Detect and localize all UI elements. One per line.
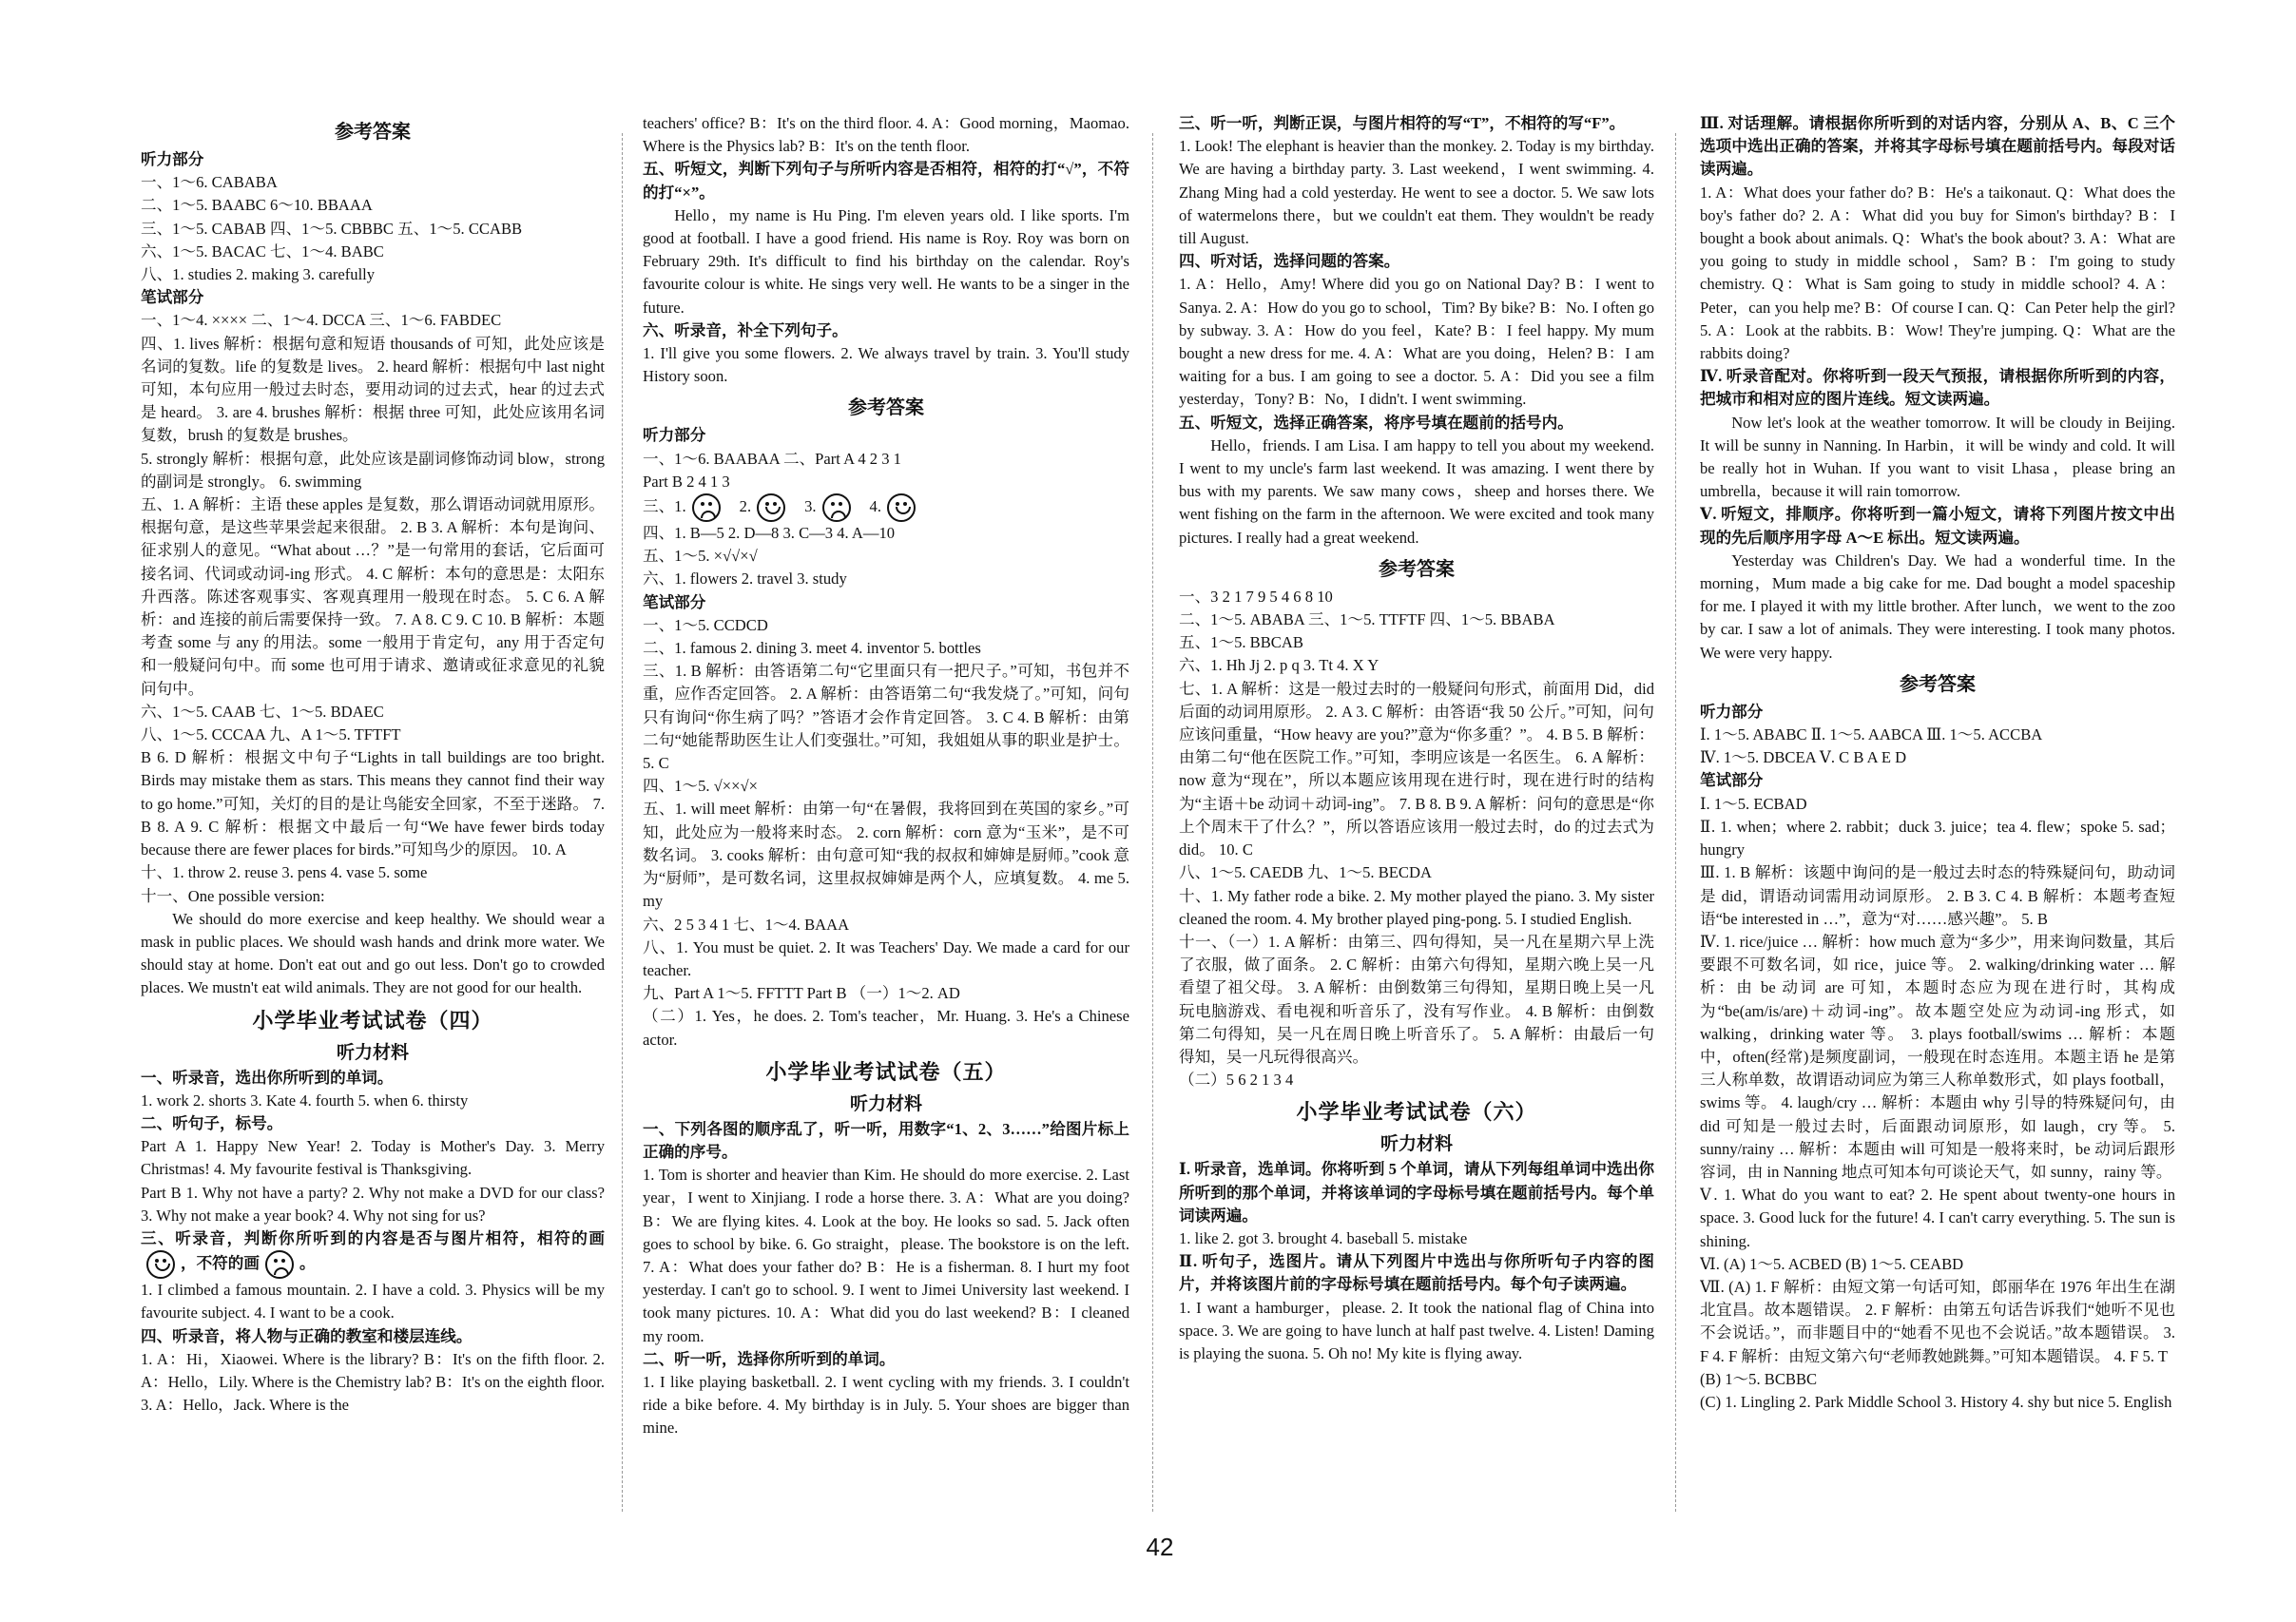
section-heading: Ⅲ. 对话理解。请根据你所听到的对话内容，分别从 A、B、C 三个选项中选出正确的答案，并将其字母标号填在题前括号内。每段对话读两遍。 [1700, 114, 2175, 179]
section-heading: 四、听对话，选择问题的答案。 [1179, 252, 1400, 271]
column-divider [622, 133, 623, 1512]
answer-text: 1. I like playing basketball. 2. I went cycling with my friends. 3. I couldn't ride a bike before. 4. My birthday is in July. 5. Your shoes are bigger than mine. [643, 1372, 1129, 1438]
listening-material-title: 听力材料 [849, 1093, 922, 1114]
exam-title: 小学毕业考试试卷（四） [252, 1008, 493, 1033]
answer-text: 五、1～5. BBCAB [1179, 633, 1303, 652]
section-heading: 三、听一听，判断正误，与图片相符的写“T”，不相符的写“F”。 [1179, 114, 1626, 132]
answer-text: 八、1. You must be quiet. 2. It was Teachers' Day. We made a card for our teacher. [643, 937, 1129, 979]
section-heading: Ⅰ. 听录音，选单词。你将听到 5 个单词，请从下列每组单词中选出你所听到的那个单词，并将该单词的字母标号填在题前括号内。每个单词读两遍。 [1179, 1160, 1654, 1225]
column-2 [643, 112, 1129, 1519]
sad-face-icon [692, 493, 721, 522]
answer-text: 八、1. studies 2. making 3. carefully [141, 265, 376, 284]
answer-text: 1. I want a hamburger，please. 2. It took the national flag of China into space. 3. We are going to have lunch at half past twelve. 4. Listen! Daming is playing the suona. 5. Oh no! My kite is flying away. [1179, 1298, 1654, 1362]
section-heading: 听力部分 [1700, 702, 1764, 721]
column-3 [1179, 112, 1654, 1519]
answer-text: Ⅱ. 1. when；where 2. rabbit；duck 3. juice；tea 4. flew；spoke 5. sad；hungry [1700, 817, 2175, 859]
passage-text: Now let's look at the weather tomorrow. It will be cloudy in Beijing. It will be sunny in Nanning. In Harbin，it will be windy and cold. It will be really hot in Wuhan. If you want to visit Lhasa，please bring an umbrella，because it will rain tomorrow. [1700, 413, 2175, 501]
section-heading: Ⅱ. 听句子，选图片。请从下列图片中选出与你所听句子内容的图片，并将该图片前的字母标号填在题前括号内。每个句子读两遍。 [1179, 1252, 1654, 1294]
answer-label: 3. [804, 496, 817, 515]
section-heading: Ⅴ. 听短文，排顺序。你将听到一篇小短文，请将下列图片按文中出现的先后顺序用字母 A～E 标出。短文读两遍。 [1700, 505, 2175, 547]
answer-text: 六、1. flowers 2. travel 3. study [643, 570, 847, 589]
answer-text: 五、1. will meet 解析：由第一句“在暑假，我将回到在英国的家乡。”可知，此处应为一般将来时态。 2. corn 解析：corn 意为“玉米”，是不可数名词。 3. cooks 解析：由句意可知“我的叔叔和婶婶是厨师。”cook 意为“厨师”，是可数名词，这里叔叔婶婶是两个人，应填复数。 4. me 5. my [643, 800, 1129, 911]
section-heading: 三、听录音，判断你所听到的内容是否与图片相符，相符的画 ，不符的画 。 [141, 1227, 605, 1279]
answer-text: 五、1～5. ×√√×√ [643, 547, 758, 566]
page-number: 42 [1146, 1533, 1174, 1561]
answer-text: teachers' office? B：It's on the third floor. 4. A：Good morning，Maomao. Where is the Physics lab? B：It's on the tenth floor. [643, 114, 1129, 156]
section-heading: 二、听句子，标号。 [141, 1113, 283, 1132]
section-heading: 听力部分 [141, 150, 204, 168]
answer-text: 十、1. throw 2. reuse 3. pens 4. vase 5. some [141, 863, 428, 882]
answer-line-faces [643, 493, 1129, 522]
answer-text: Ⅳ. 1～5. DBCEA Ⅴ. C B A E D [1700, 748, 1907, 767]
answer-text: 二、1～5. BAABC 6～10. BBAAA [141, 196, 373, 215]
answer-key-title: 参考答案 [1900, 673, 1976, 695]
answer-text: 八、1～5. CCCAA 九、A 1～5. TFTFT [141, 725, 401, 744]
answer-text: B 6. D 解析：根据文中句子“Lights in tall buildings are too bright. Birds may mistake them as stars. This means they cannot find their way to go home.”可知，关灯的目的是让鸟能安全回家，不至于迷路。 7. B 8. A 9. C 解析：根据文中最后一句“We have fewer birds today because there are fewer places for birds.”可知鸟少的原因。 10. A [141, 748, 605, 859]
smiley-face-icon [887, 493, 916, 522]
passage-text: We should do more exercise and keep healthy. We should wear a mask in public places. We should wash hands and drink more water. We should stay at home. Don't eat out and go out less. Don't go to crowded places. We mustn't eat wild animals. They are not good for our health. [141, 909, 605, 997]
answer-text: 七、1. A 解析：这是一般过去时的一般疑问句形式，前面用 Did，did 后面的动词用原形。 2. A 3. C 解析：由答语“我 50 公斤。”可知，问句应该问重量，“How heavy are you?”意为“你多重？”。 4. B 5. B 解析：由第二句“他在医院工作。”可知，李明应该是一名医生。 6. A 解析：now 意为“现在”，所以本题应该用现在进行时，现在进行时的结构为“主语＋be 动词＋动词-ing”。 7. B 8. B 9. A 解析：问句的意思是“你上个周末干了什么？”，所以答语应该用一般过去时，do 的过去式为 did。 10. C [1179, 679, 1654, 859]
answer-text: 六、1. Hh Jj 2. p q 3. Tt 4. X Y [1179, 656, 1380, 675]
section-heading: 二、听一听，选择你所听到的单词。 [643, 1349, 896, 1368]
answer-text: 1. Tom is shorter and heavier than Kim. He should do more exercise. 2. Last year，I went to Xinjiang. I rode a horse there. 3. A：What are you doing? B：We are flying kites. 4. Look at the boy. He looks so sad. 5. Jack often goes to school by bike. 6. Go straight，please. The bookstore is on the left. 7. A：What does your father do? B：He is a fisherman. 8. I hurt my foot yesterday. I can't go to school. 9. I went to Jimei University last weekend. I took many pictures. 10. A：What did you do last weekend? B：I cleaned my room. [643, 1166, 1129, 1345]
exam-title: 小学毕业考试试卷（六） [1296, 1100, 1537, 1125]
section-heading: Ⅳ. 听录音配对。你将听到一段天气预报，请根据你所听到的内容，把城市和相对应的图片连线。短文读两遍。 [1700, 367, 2175, 409]
answer-text: (C) 1. Lingling 2. Park Middle School 3. History 4. shy but nice 5. English [1700, 1392, 2172, 1411]
answer-text: 1. I'll give you some flowers. 2. We always travel by train. 3. You'll study History soon. [643, 344, 1129, 386]
answer-text: 1. Look! The elephant is heavier than the monkey. 2. Today is my birthday. We are having a birthday party. 3. Last weekend，I went swimming. 4. Zhang Ming had a cold yesterday. He went to see a doctor. 5. We saw lots of watermelons there，but we couldn't eat them. They wouldn't be ready till August. [1179, 137, 1654, 248]
answer-text: 八、1～5. CAEDB 九、1～5. BECDA [1179, 863, 1432, 882]
section-heading: 六、听录音，补全下列句子。 [643, 320, 848, 339]
section-heading: 四、听录音，将人物与正确的教室和楼层连线。 [141, 1326, 473, 1345]
answer-text: Ⅰ. 1～5. ABABC Ⅱ. 1～5. AABCA Ⅲ. 1～5. ACCBA [1700, 725, 2043, 744]
answer-text: Part B 2 4 1 3 [643, 472, 730, 491]
column-4 [1700, 112, 2175, 1519]
exam-title: 小学毕业考试试卷（五） [765, 1059, 1007, 1084]
passage-text: Yesterday was Children's Day. We had a wonderful time. In the morning，Mum made a big cake for me. Dad bought a model spaceship for me. I played it with my little brother. After lunch，we went to the zoo by car. I saw a lot of animals. They were interesting. I took many photos. We were very happy. [1700, 550, 2175, 662]
answer-text: 1. A：Hi，Xiaowei. Where is the library? B：It's on the fifth floor. 2. A：Hello，Lily. Where is the Chemistry lab? B：It's on the eighth floor. 3. A：Hello，Jack. Where is the [141, 1349, 605, 1415]
answer-text: 二、1～5. ABABA 三、1～5. TTFTF 四、1～5. BBABA [1179, 610, 1555, 629]
answer-text: 五、1. A 解析：主语 these apples 是复数，那么谓语动词就用原形。根据句意，是这些苹果尝起来很甜。 2. B 3. A 解析：本句是询问、征求别人的意见。“What about …？”是一句常用的套话，它后面可接名词、代词或动词-ing 形式。 4. C 解析：本句的意思是：太阳东升西落。陈述客观事实、客观真理用一般现在时态。 5. C 6. A 解析：and 连接的前后需要保持一致。 7. A 8. C 9. C 10. B 解析：本题考查 some 与 any 的用法。some 一般用于肯定句，any 用于否定句和一般疑问句中。而 some 也可用于请求、邀请或征求意见的礼貌问句中。 [141, 495, 605, 698]
listening-material-title: 听力材料 [336, 1042, 409, 1063]
column-1 [141, 112, 605, 1519]
answer-text: 六、2 5 3 4 1 七、1～4. BAAA [643, 915, 850, 934]
answer-text: Ⅲ. 1. B 解析：该题中询问的是一般过去时态的特殊疑问句，助动词是 did，谓语动词需用动词原形。 2. B 3. C 4. B 解析：本题考查短语“be interested in …”，意为“对……感兴趣”。 5. B [1700, 863, 2175, 928]
sad-face-icon [822, 493, 851, 522]
section-heading: 笔试部分 [141, 288, 204, 307]
answer-text: （二）1. Yes，he does. 2. Tom's teacher，Mr. Huang. 3. He's a Chinese actor. [643, 1007, 1129, 1049]
answer-text: 1. I climbed a famous mountain. 2. I have a cold. 3. Physics will be my favourite subject. 4. I want to be a cook. [141, 1281, 605, 1323]
answer-text: 1. A：What does your father do? B：He's a taikonaut. Q：What does the boy's father do? 2. A：What did you buy for Simon's birthday? B：I bought a book about animals. Q：What's the book about? 3. A：What are you going to study in middle school，Sam? B：I'm going to study chemistry. Q：What is Sam going to study in middle school? 4. A：Peter，can you help me? B：Of course I can. Q：Can Peter help the girl? 5. A：Look at the rabbits. B：Wow! They're jumping. Q：What are the rabbits doing? [1700, 183, 2175, 363]
answer-text: Ⅰ. 1～5. ECBAD [1700, 794, 1807, 813]
section-heading: 五、听短文，选择正确答案，将序号填在题前的括号内。 [1179, 413, 1573, 432]
answer-text: 六、1～5. BACAC 七、1～4. BABC [141, 241, 384, 261]
smiley-face-icon [757, 493, 785, 522]
answer-text: 三、1. B 解析：由答语第二句“它里面只有一把尺子。”可知，书包并不重，应作否定回答。 2. A 解析：由答语第二句“我发烧了。”可知，问句只有询问“你生病了吗？”答语才会作肯定回答。 3. C 4. B 解析：由第二句“她能帮助医生让人们变强壮。”可知，我姐姐从事的职业是护士。 5. C [643, 662, 1129, 773]
section-heading: 笔试部分 [1700, 771, 1764, 790]
answer-text: 一、1～6. CABABA [141, 173, 278, 192]
answer-text: 三、1～5. CABAB 四、1～5. CBBBC 五、1～5. CCABB [141, 219, 523, 238]
answer-text: Ⅵ. (A) 1～5. ACBED (B) 1～5. CEABD [1700, 1254, 1964, 1273]
answer-text: 四、1. lives 解析：根据句意和短语 thousands of 可知，此处应该是名词的复数。life 的复数是 lives。 2. heard 解析：根据句中 last night 可知，本句应用一般过去时态，要用动词的过去式，hear 的过去式是 heard。 3. are 4. brushes 解析：根据 three 可知，此处应该用名词复数，brush 的复数是 brushes。 [141, 334, 605, 445]
answer-text: 十一、One possible version: [141, 886, 325, 905]
answer-key-title: 参考答案 [1379, 558, 1455, 580]
answer-text: 十、1. My father rode a bike. 2. My mother played the piano. 3. My sister cleaned the room. 4. My brother played ping-pong. 5. I studied English. [1179, 886, 1654, 928]
column-divider [1675, 133, 1676, 1512]
listening-material-title: 听力材料 [1380, 1134, 1453, 1155]
answer-label: 三、1. [643, 496, 686, 515]
answer-text: Part B 1. Why not have a party? 2. Why not make a DVD for our class? 3. Why not make a year book? 4. Why not sing for us? [141, 1183, 605, 1225]
answer-text: 5. strongly 解析：根据句意，此处应该是副词修饰动词 blow，strong 的副词是 strongly。 6. swimming [141, 449, 605, 491]
answer-text: Ⅶ. (A) 1. F 解析：由短文第一句话可知，郎丽华在 1976 年出生在湖北宜昌。故本题错误。 2. F 解析：由第五句话告诉我们“她听不见也不会说话。”，而非题目中的“她看不见也不会说话。”故本题错误。 3. F 4. F 解析：由短文第六句“老师教她跳舞。”可知本题错误。 4. F 5. T [1700, 1277, 2175, 1365]
section-heading: 五、听短文，判断下列句子与所听内容是否相符，相符的打“√”，不符的打“×”。 [643, 160, 1129, 202]
passage-text: Hello，friends. I am Lisa. I am happy to tell you about my weekend. I went to my uncle's farm last weekend. It was amazing. I went there by bus with my parents. We saw many cows，sheep and horses there. We went fishing on the farm in the afternoon. We were excited and took many pictures. I really had a great weekend. [1179, 435, 1654, 547]
answer-text: 一、1～6. BAABAA 二、Part A 4 2 3 1 [643, 449, 901, 468]
answer-text: 二、1. famous 2. dining 3. meet 4. inventor 5. bottles [643, 639, 981, 658]
column-divider [1152, 133, 1153, 1512]
section-heading: 笔试部分 [643, 592, 706, 611]
answer-text: （二）5 6 2 1 3 4 [1179, 1071, 1294, 1090]
answer-key-title: 参考答案 [335, 122, 411, 143]
section-heading: 一、听录音，选出你所听到的单词。 [141, 1068, 394, 1087]
answer-label: 2. [739, 496, 752, 515]
answer-text: Ⅳ. 1. rice/juice … 解析：how much 意为“多少”，用来询问数量，其后要跟不可数名词，如 rice，juice 等。 2. walking/drinking water … 解析：由 be 动词 are 可知，本题时态应为现在进行时，其构成为“be(am/is/are)＋动词-ing”。故本题空处应为动词-ing 形式，如 walking，drinking water 等。 3. plays football/swims … 解析：本题中，often(经常)是频度副词，一般现在时态连用。本题主语 he 是第三人称单数，故谓语动词应为第三人称单数形式，如 plays football，swims 等。 4. laugh/cry … 解析：本题由 why 引导的特殊疑问句，由 did 可知是一般过去时，后面跟动词原形，如 laugh，cry 等。 5. sunny/rainy … 解析：本题由 will 可知是一般将来时，be 动词后跟形容词，由 in Nanning 地点可知本句可谈论天气，如 sunny，rainy 等。 [1700, 932, 2175, 1181]
sad-face-icon [265, 1250, 294, 1279]
answer-text: 四、1～5. √××√× [643, 777, 758, 796]
answer-text: Ⅴ. 1. What do you want to eat? 2. He spent about twenty-one hours in space. 3. Good luck for the future! 4. I can't carry everything. 5. The sun is shining. [1700, 1186, 2175, 1250]
passage-text: Hello，my name is Hu Ping. I'm eleven years old. I like sports. I'm good at football. I have a good friend. His name is Roy. Roy was born on February 29th. It's difficult to find his birthday on the calendar. Roy's favourite colour is white. He sings very well. He wants to be a singer in the future. [643, 205, 1129, 317]
section-heading: 听力部分 [643, 426, 706, 445]
answer-key-title: 参考答案 [848, 397, 924, 419]
answer-text: 1. like 2. got 3. brought 4. baseball 5. mistake [1179, 1228, 1468, 1247]
answer-text: 一、1～5. CCDCD [643, 615, 768, 634]
answer-text: 九、Part A 1～5. FFTTT Part B （一）1～2. AD [643, 984, 960, 1003]
answer-text: Part A 1. Happy New Year! 2. Today is Mother's Day. 3. Merry Christmas! 4. My favourite festival is Thanksgiving. [141, 1137, 605, 1179]
answer-text: 1. work 2. shorts 3. Kate 4. fourth 5. when 6. thirsty [141, 1091, 469, 1110]
answer-text: (B) 1～5. BCBBC [1700, 1369, 1818, 1388]
section-heading: 一、下列各图的顺序乱了，听一听，用数字“1、2、3……”给图片标上正确的序号。 [643, 1119, 1129, 1161]
answer-text: 十一、（一）1. A 解析：由第三、四句得知，吴一凡在星期六早上洗了衣服，做了面条。 2. C 解析：由第六句得知，星期六晚上吴一凡看望了祖父母。 3. A 解析：由倒数第三句得知，星期日晚上吴一凡玩电脑游戏、看电视和听音乐了，没有写作业。 4. B 解析：由倒数第二句得知，吴一凡在周日晚上听音乐了。 5. A 解析：由最后一句得知，吴一凡玩得很高兴。 [1179, 932, 1654, 1066]
answer-text: 一、1～4. ×××× 二、1～4. DCCA 三、1～6. FABDEC [141, 311, 502, 330]
answer-text: 四、1. B—5 2. D—8 3. C—3 4. A—10 [643, 524, 896, 543]
answer-text: 六、1～5. CAAB 七、1～5. BDAEC [141, 702, 384, 721]
answer-label: 4. [869, 496, 881, 515]
answer-text: 一、3 2 1 7 9 5 4 6 8 10 [1179, 587, 1333, 606]
answer-text: 1. A：Hello，Amy! Where did you go on National Day? B：I went to Sanya. 2. A：How do you go to school，Tim? By bike? B：No. I often go by subway. 3. A：How do you feel，Kate? B：I feel happy. My mum bought a new dress for me. 4. A：What are you doing，Helen? B：I am waiting for a bus. I am going to see a doctor. 5. A：Did you see a film yesterday，Tony? B：No，I didn't. I went swimming. [1179, 275, 1654, 409]
smiley-face-icon [146, 1250, 175, 1279]
